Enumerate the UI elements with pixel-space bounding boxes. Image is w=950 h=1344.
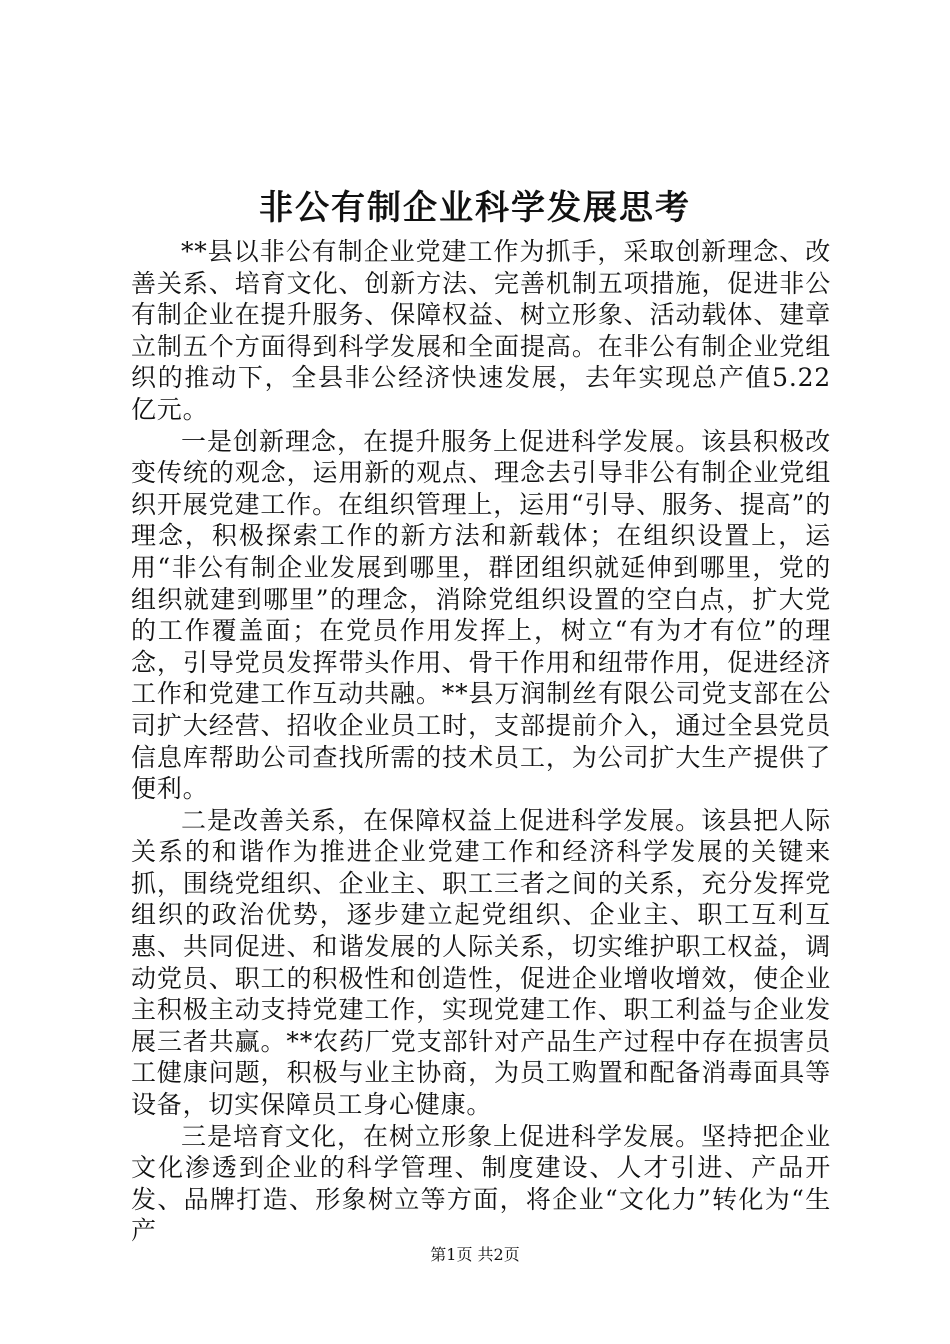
page-number-footer: 第1页 共2页 <box>430 1245 520 1264</box>
paragraph-point-three: 三是培育文化，在树立形象上促进科学发展。坚持把企业文化渗透到企业的科学管理、制度建设、人才引进、产品开发、品牌打造、形象树立等方面，将企业“文化力”转化为“生产 <box>131 1121 831 1246</box>
paragraph-intro: **县以非公有制企业党建工作为抓手，采取创新理念、改善关系、培育文化、创新方法、完善机制五项措施，促进非公有制企业在提升服务、保障权益、树立形象、活动载体、建章立制五个方面得到科学发展和全面提高。在非公有制企业党组织的推动下，全县非公经济快速发展，去年实现总产值5.22亿元。 <box>131 237 831 424</box>
paragraph-point-two: 二是改善关系，在保障权益上促进科学发展。该县把人际关系的和谐作为推进企业党建工作和经济科学发展的关键来抓，围绕党组织、企业主、职工三者之间的关系，充分发挥党组织的政治优势，逐步建立起党组织、企业主、职工互利互惠、共同促进、和谐发展的人际关系，切实维护职工权益，调动党员、职工的积极性和创造性，促进企业增收增效，使企业主积极主动支持党建工作，实现党建工作、职工利益与企业发展三者共赢。**农药厂党支部针对产品生产过程中存在损害员工健康问题，积极与业主协商，为员工购置和配备消毒面具等设备，切实保障员工身心健康。 <box>131 805 831 1120</box>
document-body <box>131 236 831 1247</box>
document-title: 非公有制企业科学发展思考 <box>259 188 691 228</box>
paragraph-point-one: 一是创新理念，在提升服务上促进科学发展。该县积极改变传统的观念，运用新的观点、理念去引导非公有制企业党组织开展党建工作。在组织管理上，运用“引导、服务、提高”的理念，积极探索工作的新方法和新载体；在组织设置上，运用“非公有制企业发展到哪里，群团组织就延伸到哪里，党的组织就建到哪里”的理念，消除党组织设置的空白点，扩大党的工作覆盖面；在党员作用发挥上，树立“有为才有位”的理念，引导党员发挥带头作用、骨干作用和纽带作用，促进经济工作和党建工作互动共融。**县万润制丝有限公司党支部在公司扩大经营、招收企业员工时，支部提前介入，通过全县党员信息库帮助公司查找所需的技术员工，为公司扩大生产提供了便利。 <box>131 426 831 804</box>
